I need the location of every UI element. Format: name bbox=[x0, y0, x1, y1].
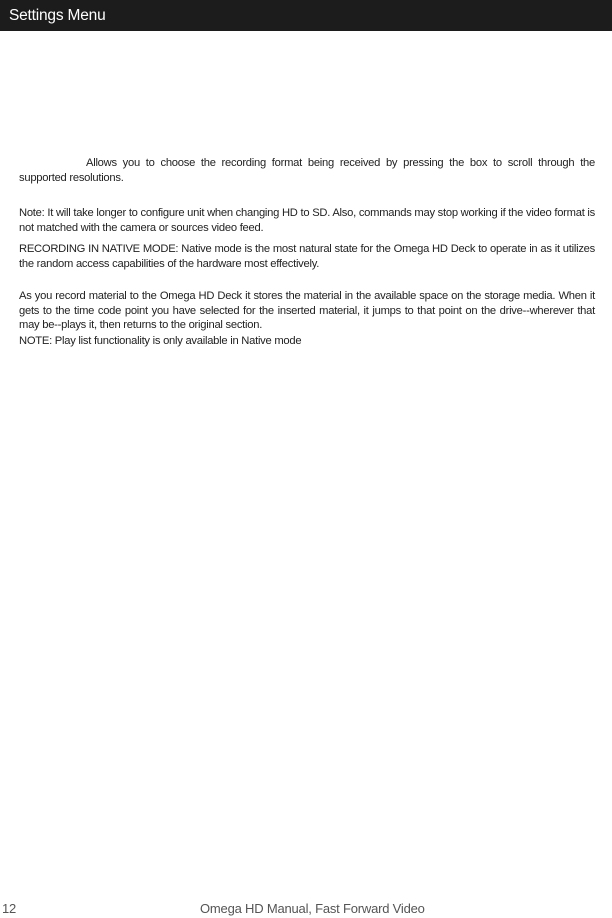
section-header bbox=[0, 0, 612, 31]
native-mode-recording-explanation: As you record material to the Omega HD Deck it stores the material in the available space on the storage media. When it gets to the time code point you have selected for the inserted material, it jumps to that point on the drive--wherever that may be--plays it, then returns to the original section. bbox=[19, 290, 595, 331]
native-mode-description: RECORDING IN NATIVE MODE: Native mode is the most natural state for the Omega HD Deck to operate in as it utilizes the random access capabilities of the hardware most effectively. bbox=[19, 243, 595, 270]
section-title: Settings Menu bbox=[9, 7, 106, 24]
footer-title: Omega HD Manual, Fast Forward Video bbox=[200, 901, 425, 916]
playlist-note: NOTE: Play list functionality is only available in Native mode bbox=[19, 335, 302, 347]
format-change-note: Note: It will take longer to configure unit when changing HD to SD. Also, commands may stop working if the video format is not matched with the camera or sources video feed. bbox=[19, 207, 595, 234]
format-description: Allows you to choose the recording format being received by pressing the box to scroll through the supported resolutions. bbox=[19, 157, 595, 184]
page-number: 12 bbox=[2, 901, 17, 916]
